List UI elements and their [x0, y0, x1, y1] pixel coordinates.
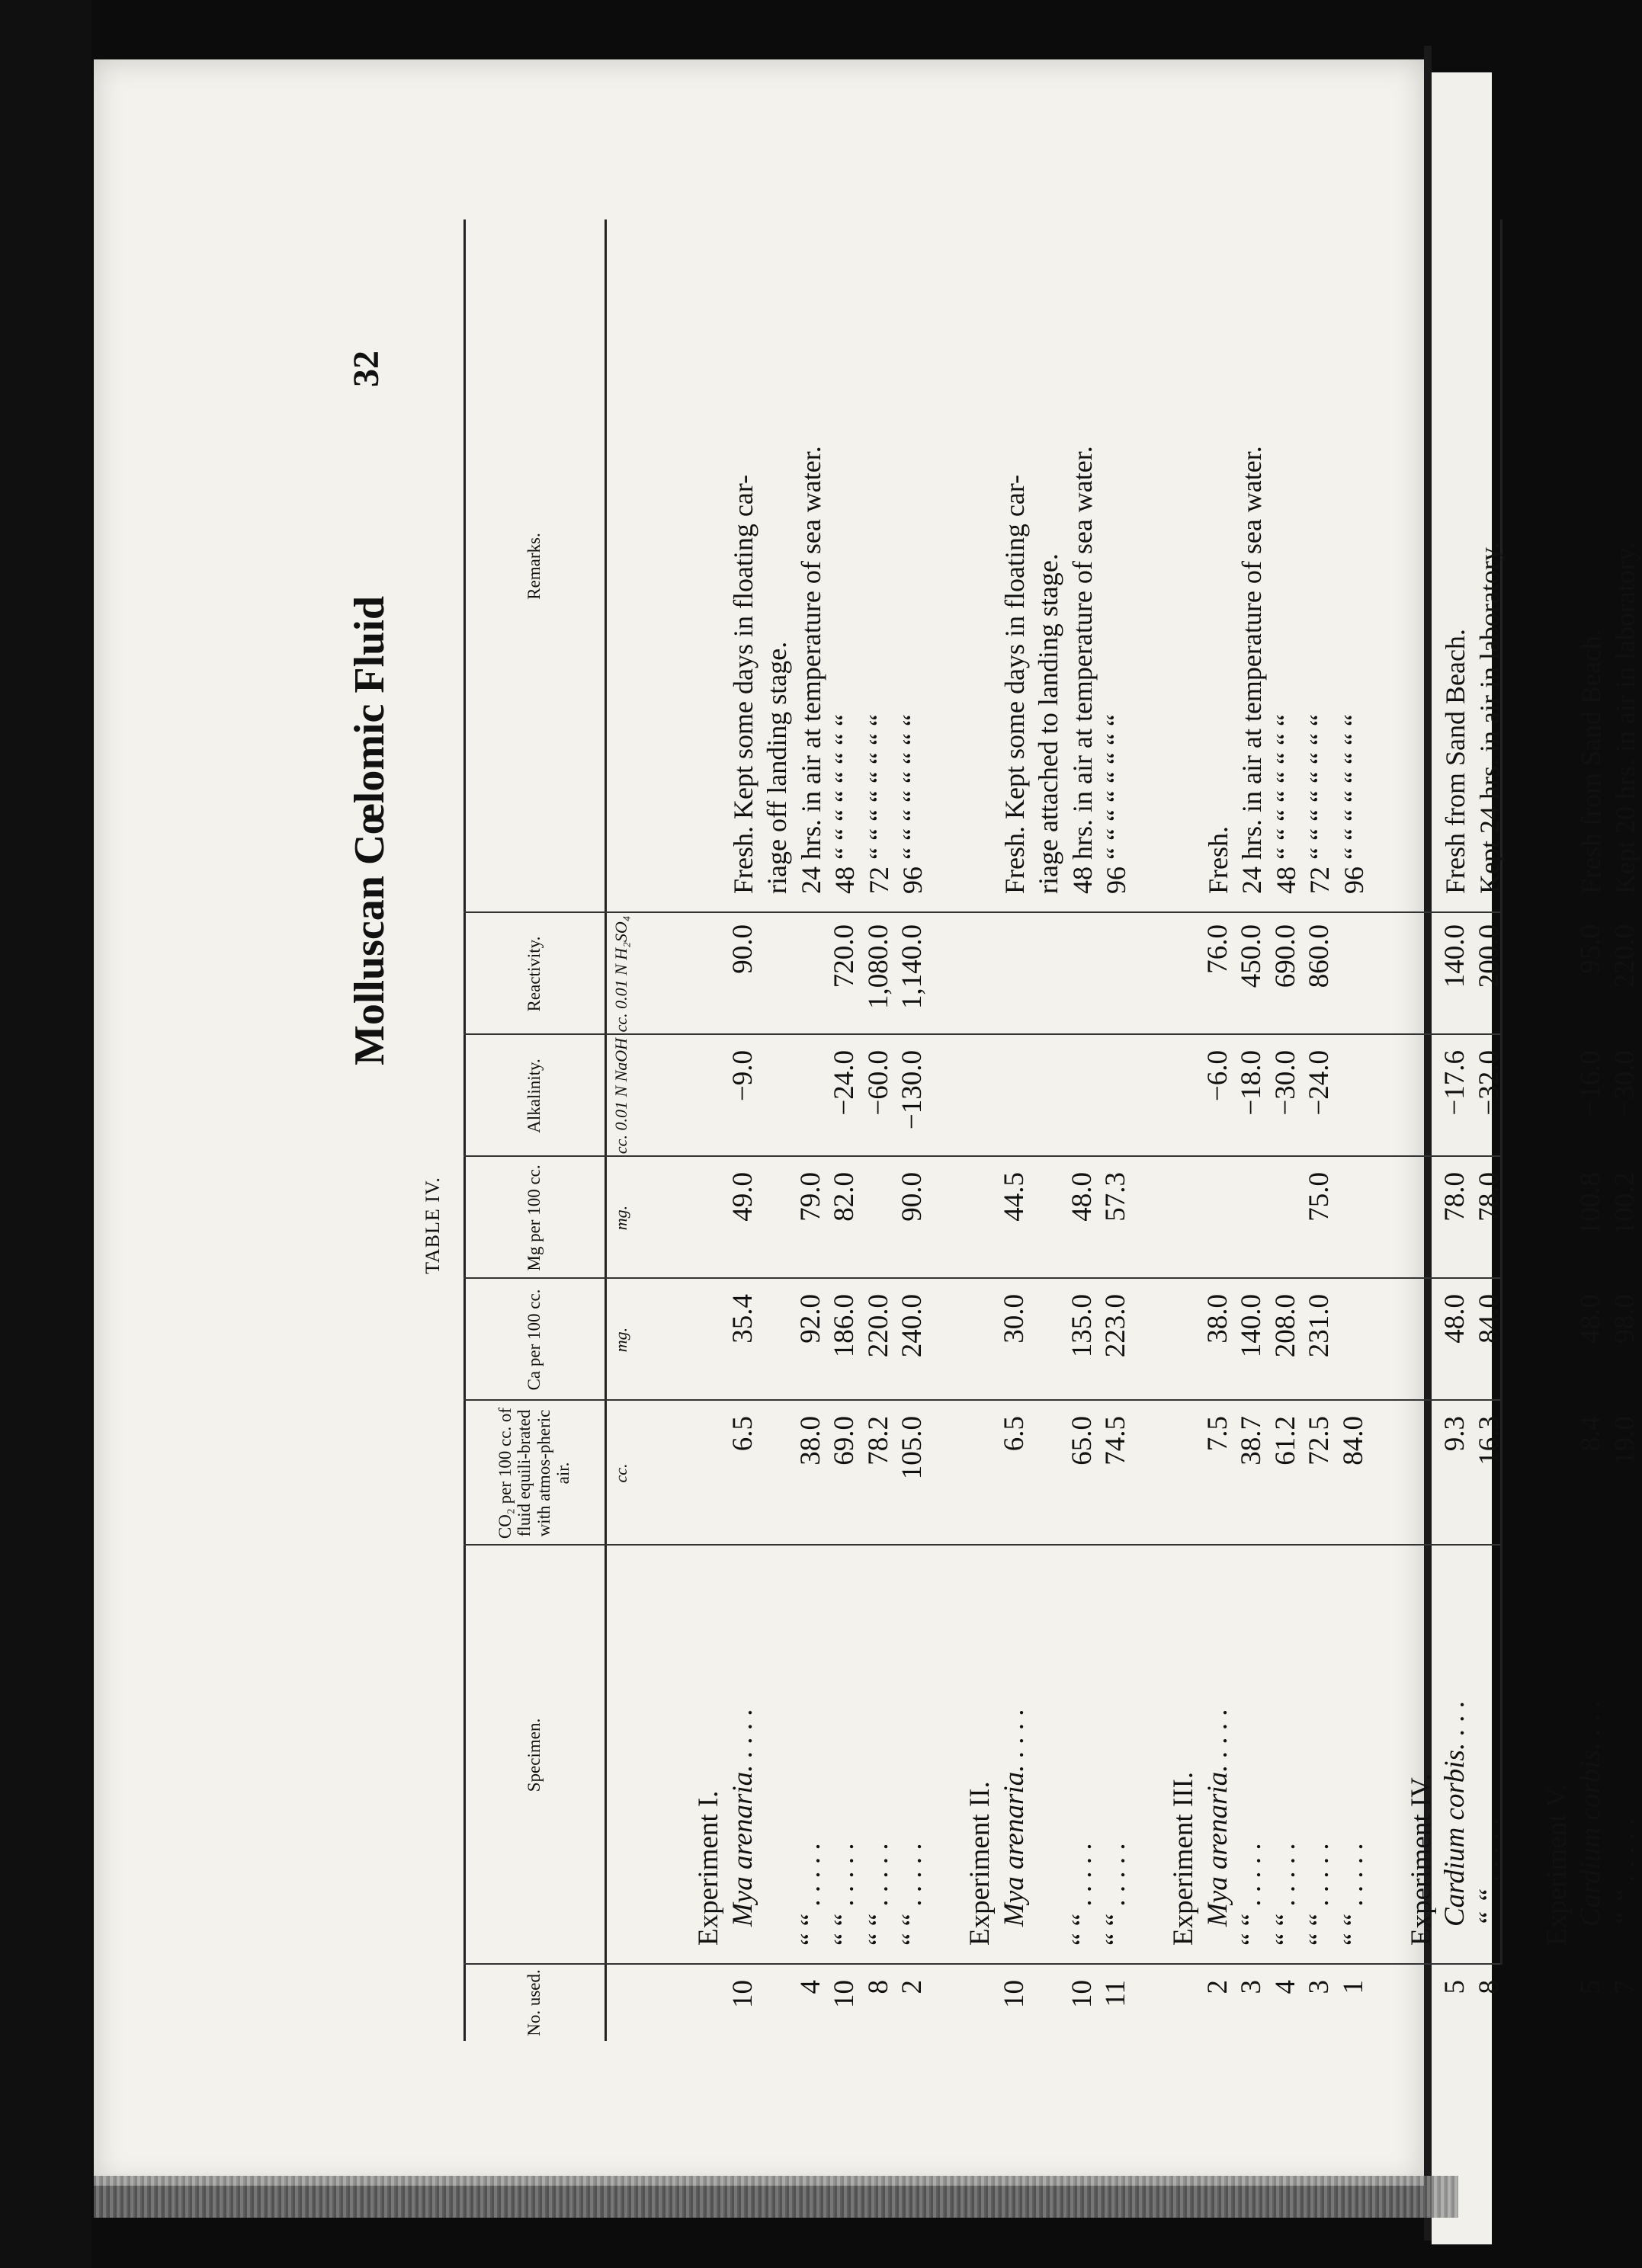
cell-ca: 98.0	[1608, 1294, 1640, 1344]
cell-remarks: 24 hrs. in air at temperature of sea water.	[795, 446, 826, 894]
cell-no-used: 2	[1201, 1980, 1233, 1994]
cell-alkalinity: −32.0	[1473, 1050, 1505, 1116]
cell-mg: 79.0	[794, 1172, 826, 1222]
cell-reactivity: 450.0	[1236, 924, 1267, 988]
cell-co2: 74.5	[1100, 1416, 1131, 1466]
cell-remarks: Kept 20 hrs. in air in laboratory.	[1609, 542, 1640, 894]
cell-specimen: “ “ . . . . .	[896, 1843, 928, 1946]
cell-alkalinity: −18.0	[1236, 1050, 1267, 1116]
cell-ca: 92.0	[794, 1294, 826, 1344]
cell-co2: 6.5	[726, 1416, 758, 1452]
cell-ca: 231.0	[1304, 1294, 1335, 1358]
cell-mg: 49.0	[726, 1172, 758, 1222]
cell-mg: 57.3	[1100, 1172, 1131, 1222]
unit-ca: mg.	[611, 1327, 630, 1353]
cell-reactivity: 76.0	[1201, 924, 1233, 974]
table-caption: TABLE IV.	[422, 1177, 444, 1274]
table-row	[726, 166, 760, 2041]
cell-remarks: 96 “ “ “ “ “ “ “ “	[897, 714, 928, 894]
cell-reactivity: 220.0	[1608, 924, 1640, 988]
cell-reactivity: 720.0	[829, 924, 860, 988]
cell-ca: 135.0	[1066, 1294, 1098, 1358]
table-row	[1303, 166, 1336, 2041]
cell-specimen: “ “ . . . . .	[862, 1843, 894, 1946]
unit-mg: mg.	[611, 1205, 630, 1231]
table-row	[1438, 166, 1472, 2041]
cell-co2: 38.7	[1236, 1416, 1267, 1466]
table-row	[1506, 166, 1540, 2041]
cell-ca: 220.0	[862, 1294, 894, 1358]
table-row	[1235, 166, 1268, 2041]
cell-specimen: “ “ . . . . .	[829, 1843, 860, 1946]
cell-remarks: 72 “ “ “ “ “ “ “ “	[1304, 714, 1335, 894]
cell-alkalinity: −9.0	[726, 1050, 758, 1102]
table-row	[1099, 166, 1133, 2041]
cell-specimen: “ “ . . . . .	[1304, 1843, 1335, 1946]
table-row	[1201, 166, 1235, 2041]
running-title: Molluscan Cœlomic Fluid	[346, 595, 393, 1065]
cell-co2: 84.0	[1337, 1416, 1369, 1466]
cell-remarks: riage attached to landing stage.	[1033, 553, 1063, 894]
table-row	[1337, 166, 1371, 2041]
table-row	[862, 166, 896, 2041]
cell-co2: 7.5	[1201, 1416, 1233, 1452]
cell-remarks: 96 “ “ “ “ “ “ “ “	[1338, 714, 1369, 894]
cell-reactivity: 1,080.0	[862, 924, 894, 1009]
table-row	[828, 166, 861, 2041]
table-row	[1574, 166, 1608, 2041]
cell-remarks: Fresh. Kept some days in floating car-	[727, 474, 758, 894]
cell-no-used: 7	[1608, 1980, 1640, 1994]
cell-specimen: “ “ . . . . .	[1269, 1843, 1301, 1946]
page-number: 32	[346, 351, 386, 387]
cell-specimen-name: Cardium corbis. . . .	[1575, 1700, 1606, 1927]
table-row	[1134, 166, 1167, 2041]
header-mg: Mg per 100 cc.	[524, 1164, 544, 1271]
cell-reactivity: 860.0	[1304, 924, 1335, 988]
cell-remarks: 72 “ “ “ “ “ “ “ “	[863, 714, 894, 894]
table-row	[692, 166, 726, 2041]
unit-co2: cc.	[611, 1463, 630, 1483]
cell-remarks: 48 “ “ “ “ “ “ “ “	[829, 714, 860, 894]
cell-specimen: “ “ . . . . .	[1337, 1843, 1369, 1946]
cell-mg: 78.0	[1439, 1172, 1470, 1222]
cell-no-used: 1	[1337, 1980, 1369, 1994]
cell-reactivity: 1,140.0	[896, 924, 928, 1009]
table-row	[760, 166, 794, 2041]
cell-remarks: Fresh.	[1202, 826, 1233, 894]
table-row	[1066, 166, 1099, 2041]
cell-alkalinity: −16.0	[1575, 1050, 1606, 1116]
table-row	[1167, 166, 1201, 2041]
cell-specimen-name: Cardium corbis. . . .	[1439, 1700, 1470, 1927]
cell-no-used: 10	[829, 1980, 860, 2008]
cell-no-used: 10	[1066, 1980, 1098, 2008]
cell-ca: 223.0	[1100, 1294, 1131, 1358]
table-row	[1371, 166, 1404, 2041]
cell-ca: 48.0	[1439, 1294, 1470, 1344]
cell-alkalinity: −30.0	[1269, 1050, 1301, 1116]
cell-co2: 38.0	[794, 1416, 826, 1466]
cell-co2: 9.3	[1439, 1416, 1470, 1452]
cell-specimen: “ “ . . . . .	[1100, 1843, 1131, 1946]
cell-no-used: 3	[1304, 1980, 1335, 1994]
header-remarks: Remarks.	[524, 533, 544, 600]
table-row	[1405, 166, 1438, 2041]
cell-specimen: “ “ . . . . .	[1236, 1843, 1267, 1946]
table-row	[794, 166, 828, 2041]
cell-no-used: 8	[1473, 1980, 1505, 1994]
cell-no-used: 5	[1439, 1980, 1470, 1994]
cell-specimen-name: Mya arenaria. . . . .	[1201, 1708, 1233, 1927]
cell-alkalinity: −130.0	[896, 1050, 928, 1130]
cell-remarks: 48 hrs. in air at temperature of sea water.	[1066, 446, 1098, 894]
cell-alkalinity: −24.0	[829, 1050, 860, 1116]
cell-alkalinity: −6.0	[1201, 1050, 1233, 1102]
cell-no-used: 11	[1100, 1980, 1131, 2007]
cell-no-used: 4	[1269, 1980, 1301, 1994]
unit-reactivity: cc. 0.01 N H₂SO₄	[611, 915, 630, 1033]
cell-mg: 90.0	[896, 1172, 928, 1222]
cell-no-used: 3	[1236, 1980, 1267, 1994]
cell-ca: 186.0	[829, 1294, 860, 1358]
cell-co2: 61.2	[1269, 1416, 1301, 1466]
cell-remarks: 96 “ “ “ “ “ “ “ “	[1101, 714, 1131, 894]
cell-specimen: Experiment II.	[964, 1781, 996, 1946]
cell-mg: 100.2	[1608, 1172, 1640, 1236]
table-header-rule	[605, 219, 607, 2041]
cell-co2: 16.3	[1473, 1416, 1505, 1466]
cell-no-used: 10	[726, 1980, 758, 2008]
header-no-used: No. used.	[524, 1969, 544, 2036]
cell-mg: 100.8	[1575, 1172, 1606, 1236]
cell-alkalinity: −60.0	[862, 1050, 894, 1116]
cell-ca: 30.0	[998, 1294, 1030, 1344]
cell-specimen: Experiment V.	[1541, 1783, 1573, 1946]
header-specimen: Specimen.	[524, 1718, 544, 1792]
cell-ca: 84.0	[1473, 1294, 1505, 1344]
cell-specimen: Experiment IV.	[1405, 1773, 1437, 1946]
table-row	[1541, 166, 1574, 2041]
cell-no-used: 2	[896, 1980, 928, 1994]
cell-remarks: Fresh. Kept some days in floating car-	[999, 474, 1030, 894]
cell-remarks: Fresh from Sand Beach.	[1576, 629, 1606, 894]
table-row	[930, 166, 964, 2041]
cell-mg: 44.5	[998, 1172, 1030, 1222]
header-co2: CO₂ per 100 cc. of fluid equili-brated with atmos-pheric air.	[495, 1407, 572, 1539]
table-row	[896, 166, 929, 2041]
cell-remarks: Fresh from Sand Beach.	[1440, 629, 1470, 894]
cell-no-used: 5	[1575, 1980, 1606, 1994]
cell-mg: 82.0	[829, 1172, 860, 1222]
cell-no-used: 8	[862, 1980, 894, 1994]
cell-no-used: 10	[998, 1980, 1030, 2008]
cell-reactivity: 95.0	[1575, 924, 1606, 974]
cell-co2: 105.0	[896, 1416, 928, 1480]
cell-co2: 8.4	[1575, 1416, 1606, 1452]
cell-ca: 208.0	[1269, 1294, 1301, 1358]
header-reactivity: Reactivity.	[524, 936, 544, 1012]
cell-specimen-name: “ “ . . . . .	[1608, 1818, 1640, 1927]
cell-specimen: “ “ . . . . .	[794, 1843, 826, 1946]
header-ca: Ca per 100 cc.	[524, 1289, 544, 1391]
cell-reactivity: 140.0	[1439, 924, 1470, 988]
cell-specimen-name: Mya arenaria. . . . .	[726, 1708, 758, 1927]
cell-ca: 38.0	[1201, 1294, 1233, 1344]
unit-alkalinity: cc. 0.01 N NaOH	[611, 1037, 630, 1155]
cell-specimen: Experiment I.	[693, 1790, 724, 1946]
cell-remarks: 48 “ “ “ “ “ “ “ “	[1270, 714, 1301, 894]
table-row	[1608, 166, 1642, 2041]
cell-reactivity: 690.0	[1269, 924, 1301, 988]
running-head	[345, 59, 399, 2186]
table-row	[964, 166, 997, 2041]
cell-remarks: Kept 24 hrs. in air in laboratory.	[1474, 542, 1505, 894]
cell-reactivity: 90.0	[726, 924, 758, 974]
table-row	[1031, 166, 1065, 2041]
data-table	[463, 166, 1640, 2041]
table-row	[1473, 166, 1506, 2041]
header-alkalinity: Alkalinity.	[524, 1059, 544, 1133]
cell-alkalinity: −24.0	[1304, 1050, 1335, 1116]
cell-co2: 65.0	[1066, 1416, 1098, 1466]
cell-ca: 240.0	[896, 1294, 928, 1358]
cell-reactivity: 200.0	[1473, 924, 1505, 988]
cell-co2: 6.5	[998, 1416, 1030, 1452]
table-row	[1269, 166, 1303, 2041]
cell-ca: 140.0	[1236, 1294, 1267, 1358]
cell-mg: 78.0	[1473, 1172, 1505, 1222]
cell-ca: 35.4	[726, 1294, 758, 1344]
cell-specimen: “ “ . . . . .	[1066, 1843, 1098, 1946]
cell-co2: 78.2	[862, 1416, 894, 1466]
cell-co2: 69.0	[829, 1416, 860, 1466]
rotated-page-content	[94, 59, 1640, 2186]
scan-background	[0, 0, 91, 2268]
cell-alkalinity: −30.0	[1608, 1050, 1640, 1116]
cell-mg: 48.0	[1066, 1172, 1098, 1222]
cell-remarks: 24 hrs. in air at temperature of sea water.	[1236, 446, 1267, 894]
cell-specimen-name: “ “ . . . . .	[1473, 1818, 1505, 1927]
cell-remarks: riage off landing stage.	[762, 641, 792, 894]
cell-specimen-name: Mya arenaria. . . . .	[998, 1708, 1030, 1927]
cell-mg: 75.0	[1304, 1172, 1335, 1222]
table-row	[998, 166, 1031, 2041]
cell-co2: 19.0	[1608, 1416, 1640, 1466]
cell-no-used: 4	[794, 1980, 826, 1994]
cell-co2: 72.5	[1304, 1416, 1335, 1466]
cell-specimen: Experiment III.	[1168, 1771, 1199, 1946]
cell-ca: 48.0	[1575, 1294, 1606, 1344]
cell-alkalinity: −17.6	[1439, 1050, 1470, 1116]
